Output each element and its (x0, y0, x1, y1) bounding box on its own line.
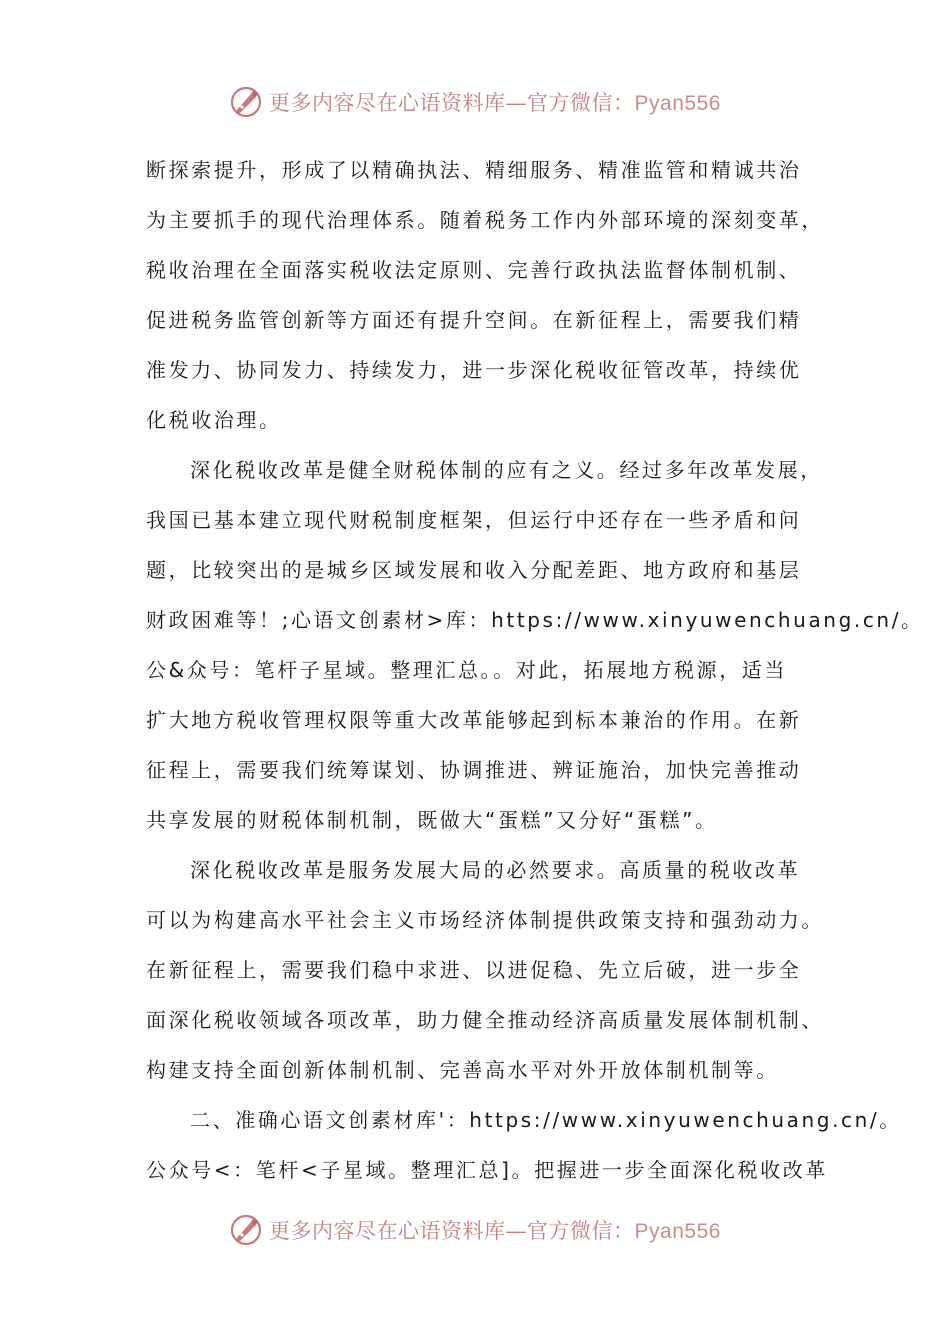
body-line: 征程上，需要我们统筹谋划、协调推进、辨证施治，加快完善推动 (146, 758, 802, 782)
body-line: 可以为构建高水平社会主义市场经济体制提供政策支持和强劲动力。 (146, 908, 824, 932)
body-line: 在新征程上，需要我们稳中求进、以进促稳、先立后破，进一步全 (146, 958, 802, 982)
body-line: 化税收治理。 (146, 408, 282, 432)
footer-banner (0, 1208, 950, 1252)
document-body (146, 145, 924, 1195)
body-line: 促进税务监管创新等方面还有提升空间。在新征程上，需要我们精 (146, 308, 802, 332)
body-line: 共享发展的财税体制机制，既做大“蛋糕”又分好“蛋糕”。 (146, 808, 718, 832)
body-line: 公众号<：笔杆<子星域。整理汇总]。把握进一步全面深化税收改革 (146, 1158, 828, 1182)
body-line: 题，比较突出的是城乡区域发展和收入分配差距、地方政府和基层 (146, 558, 802, 582)
body-line: 面深化税收领域各项改革，助力健全推动经济高质量发展体制机制、 (146, 1008, 824, 1032)
body-line: 深化税收改革是服务发展大局的必然要求。高质量的税收改革 (190, 858, 801, 882)
pen-nib-logo-icon (229, 85, 263, 119)
body-line: 为主要抓手的现代治理体系。随着税务工作内外部环境的深刻变革， (146, 208, 824, 232)
body-line: 财政困难等！;心语文创素材>库：https://www.xinyuwenchuang.cn/。 (146, 608, 924, 632)
body-line: 公&众号：笔杆子星域。整理汇总。。对此，拓展地方税源，适当 (146, 658, 787, 682)
body-line: 我国已基本建立现代财税制度框架，但运行中还存在一些矛盾和问 (146, 508, 802, 532)
header-banner (0, 80, 950, 124)
header-banner-text: 更多内容尽在心语资料库—官方微信：Pyan556 (269, 91, 721, 115)
body-line: 二、准确心语文创素材库'：https://www.xinyuwenchuang.cn/。 (190, 1108, 902, 1132)
body-line: 深化税收改革是健全财税体制的应有之义。经过多年改革发展， (190, 458, 823, 482)
header-wechat-id: Pyan556 (634, 92, 721, 115)
body-line: 扩大地方税收管理权限等重大改革能够起到标本兼治的作用。在新 (146, 708, 802, 732)
body-line: 构建支持全面创新体制机制、完善高水平对外开放体制机制等。 (146, 1058, 779, 1082)
footer-wechat-id: Pyan556 (634, 1220, 721, 1243)
body-line: 断探索提升，形成了以精确执法、精细服务、精准监管和精诚共治 (146, 158, 802, 182)
body-line: 准发力、协同发力、持续发力，进一步深化税收征管改革，持续优 (146, 358, 802, 382)
pen-nib-logo-icon (229, 1213, 263, 1247)
body-line: 税收治理在全面落实税收法定原则、完善行政执法监督体制机制、 (146, 258, 802, 282)
footer-banner-text: 更多内容尽在心语资料库—官方微信：Pyan556 (269, 1219, 721, 1243)
